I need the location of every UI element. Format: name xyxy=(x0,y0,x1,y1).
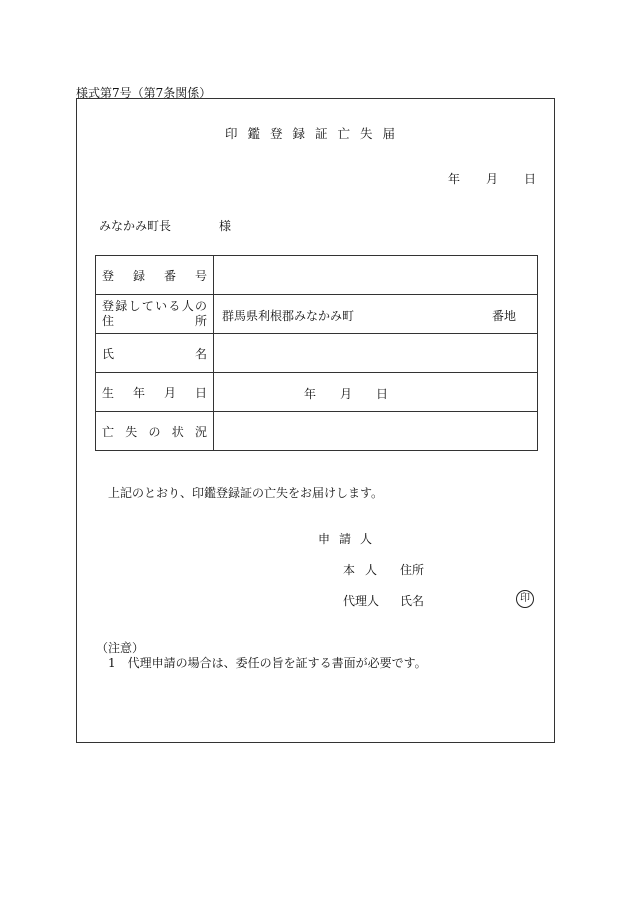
label-name xyxy=(96,334,214,373)
principal-label: 本人 xyxy=(343,563,388,577)
label-char: 登 xyxy=(102,299,115,313)
label-char: 名 xyxy=(194,346,207,361)
notes-title: （注意） xyxy=(96,641,145,655)
note-item: 1 代理申請の場合は、委任の旨を証する書面が必要です。 xyxy=(108,656,427,670)
submission-date xyxy=(448,170,536,187)
label-char: 生 xyxy=(102,385,115,400)
label-char: 所 xyxy=(194,314,207,328)
justified-label xyxy=(102,299,207,314)
label-char: 録 xyxy=(115,299,128,313)
label-char: 年 xyxy=(132,385,145,400)
addressee-honorific: 様 xyxy=(219,219,232,233)
label-char: 録 xyxy=(132,268,145,283)
label-char: 状 xyxy=(171,424,184,439)
label-char: 号 xyxy=(194,268,207,283)
table-row xyxy=(96,334,538,373)
agent-label: 代理人 xyxy=(343,594,380,608)
loss-situation-field[interactable] xyxy=(214,412,538,451)
table-row xyxy=(96,256,538,295)
address-suffix: 番地 xyxy=(492,309,517,323)
birth-month-label: 月 xyxy=(340,387,353,401)
form-title: 印鑑登録証亡失届 xyxy=(224,126,405,141)
label-char: て xyxy=(141,299,154,313)
applicant-address-label: 住所 xyxy=(400,563,425,577)
applicant-label: 申請人 xyxy=(318,532,382,546)
justified-label xyxy=(102,423,207,440)
label-address xyxy=(96,295,214,334)
addressee-name: みなかみ町長 xyxy=(99,219,172,233)
label-char: の xyxy=(148,424,161,439)
table-row xyxy=(96,412,538,451)
seal-mark-icon: 印 xyxy=(516,590,534,608)
table-row xyxy=(96,373,538,412)
label-char: い xyxy=(155,299,168,313)
birthdate-field[interactable] xyxy=(214,373,538,412)
label-char: し xyxy=(128,299,141,313)
registration-number-field[interactable] xyxy=(214,256,538,295)
justified-label xyxy=(102,345,207,362)
label-char: 亡 xyxy=(102,424,115,439)
label-loss-situation xyxy=(96,412,214,451)
label-char: 氏 xyxy=(102,346,115,361)
label-char: 失 xyxy=(125,424,138,439)
label-char: 登 xyxy=(102,268,115,283)
table-row xyxy=(96,295,538,334)
label-char: 人 xyxy=(181,299,194,313)
label-char: 日 xyxy=(194,385,207,400)
form-number: 様式第7号（第7条関係） xyxy=(76,86,212,100)
registration-info-table xyxy=(95,255,538,451)
label-char: 番 xyxy=(163,268,176,283)
justified-label xyxy=(102,314,207,329)
birth-day-label: 日 xyxy=(376,387,389,401)
label-char: 況 xyxy=(194,424,207,439)
date-day-label: 日 xyxy=(524,172,537,186)
label-char: 月 xyxy=(163,385,176,400)
label-registration-number xyxy=(96,256,214,295)
justified-label xyxy=(102,267,207,284)
birth-year-label: 年 xyxy=(304,387,317,401)
declaration-statement: 上記のとおり、印鑑登録証の亡失をお届けします。 xyxy=(108,486,384,500)
label-char: 住 xyxy=(102,314,115,328)
name-field[interactable] xyxy=(214,334,538,373)
justified-label xyxy=(102,384,207,401)
label-char: る xyxy=(168,299,181,313)
address-prefix: 群馬県利根郡みなかみ町 xyxy=(222,309,355,323)
address-field[interactable] xyxy=(214,295,538,334)
date-month-label: 月 xyxy=(486,172,499,186)
date-year-label: 年 xyxy=(448,172,461,186)
label-char: の xyxy=(194,299,207,313)
label-birthdate xyxy=(96,373,214,412)
applicant-name-label: 氏名 xyxy=(400,594,425,608)
